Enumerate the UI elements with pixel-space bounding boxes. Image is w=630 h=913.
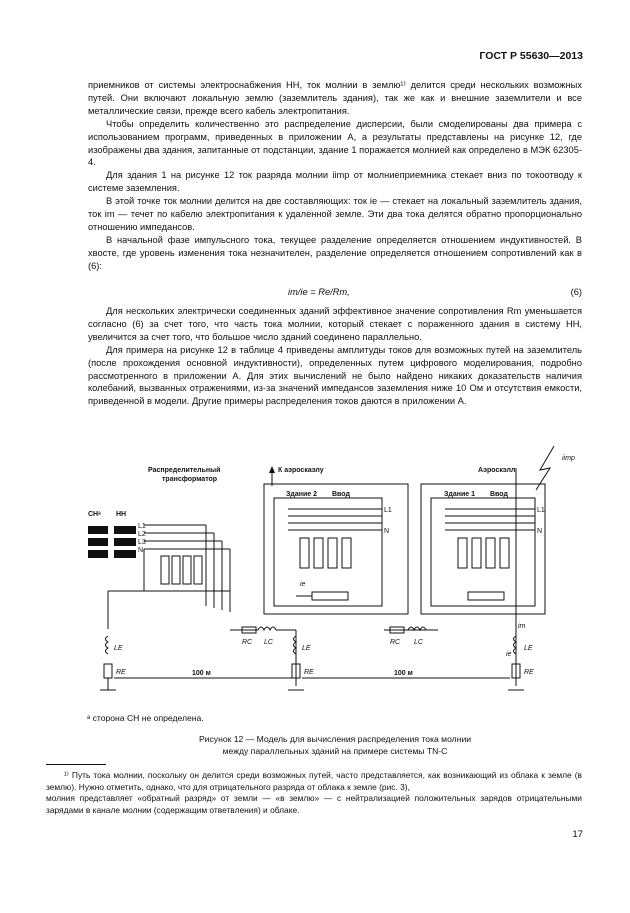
ie-label: ie bbox=[506, 651, 512, 658]
lc-label: LC bbox=[264, 639, 273, 646]
to-aerosky-label: К аэроскаэлу bbox=[278, 467, 324, 474]
building-1-label: Здание 1 bbox=[444, 491, 475, 498]
spd-box bbox=[500, 538, 509, 568]
spd-box bbox=[486, 538, 495, 568]
building-1-outer bbox=[421, 484, 545, 614]
ch-block bbox=[88, 526, 108, 534]
building-2-vvod: Ввод bbox=[332, 491, 350, 498]
caption-line: между параллельных зданий на примере системы TN-C bbox=[222, 746, 448, 756]
paragraph: В начальной фазе импульсного тока, текущее разделение определяется отношением индуктивностей. В хвосте, где уровень изменения тока незначителен, разделение определяется отношением сопротивлений как в (6): bbox=[88, 234, 582, 271]
ch-label: СНᵃ bbox=[88, 511, 101, 518]
iimp-label: iimp bbox=[562, 455, 575, 462]
re-resistor bbox=[104, 664, 112, 678]
footnote bbox=[46, 770, 582, 816]
n-label: N bbox=[138, 547, 144, 554]
spd-box bbox=[300, 538, 309, 568]
nn-block bbox=[114, 550, 136, 558]
n-label: N bbox=[537, 528, 543, 535]
spd-box bbox=[172, 556, 180, 584]
ch-block bbox=[88, 538, 108, 546]
transformer-label-2: трансформатор bbox=[162, 476, 218, 483]
l2-label: L2 bbox=[138, 531, 146, 538]
spd-box bbox=[161, 556, 169, 584]
distance-label: 100 м bbox=[394, 670, 413, 677]
l1-label: L1 bbox=[384, 507, 392, 514]
lc-label: LC bbox=[414, 639, 423, 646]
spd-box bbox=[314, 538, 323, 568]
building-1-inner bbox=[431, 498, 535, 606]
le-label: LE bbox=[524, 645, 533, 652]
spd-box bbox=[472, 538, 481, 568]
spd-box bbox=[183, 556, 191, 584]
spd-box bbox=[458, 538, 467, 568]
body-text-1 bbox=[88, 79, 582, 273]
building-2-label: Здание 2 bbox=[286, 491, 317, 498]
spd-box bbox=[194, 556, 202, 584]
figure-note: ᵃ сторона СН не определена. bbox=[87, 713, 204, 723]
spd-box bbox=[328, 538, 337, 568]
re-label: RE bbox=[524, 669, 534, 676]
le-label: LE bbox=[114, 645, 123, 652]
formula: im/ie = Re/Rm, bbox=[288, 287, 350, 297]
nn-block bbox=[114, 538, 136, 546]
nn-block bbox=[114, 526, 136, 534]
im-label: im bbox=[518, 623, 526, 630]
lightning-icon bbox=[536, 446, 554, 490]
ch-block bbox=[88, 550, 108, 558]
ground-bar bbox=[468, 592, 504, 600]
distance-label: 100 м bbox=[192, 670, 211, 677]
re-label: RE bbox=[304, 669, 314, 676]
paragraph: Для примера на рисунке 12 в таблице 4 приведены амплитуды токов для возможных путей на заземлитель (после прохождения основной индуктивности), определенных путем цифрового моделирования, подробно рассмотренного в приложении А. Для этих вычислений не было найдено никаких доказательств наличия колебаний, вызванных отражениями, из-за значений импедансов заземления ниже 10 Ом и отсутствия емкости, приведенной в модели. Другие примеры распределения токов даются в приложении А. bbox=[88, 344, 582, 407]
ground-bar bbox=[312, 592, 348, 600]
transformer-label-1: Распределительный bbox=[148, 467, 221, 474]
paragraph: Для нескольких электрически соединенных зданий эффективное значение сопротивления Rm уменьшается согласно (6) за счет того, что часть тока молнии, который стекает с пораженного здания в систему НН, увеличится за счет того, что большое число зданий соединено параллельно. bbox=[88, 306, 582, 342]
paragraph: В этой точке ток молнии делится на две составляющих: ток iе — стекает на локальный заземлитель здания, ток im — течет по кабелю электропитания к удаленной земле. Эти два тока делятся обратно пропорционально отношению импедансов. bbox=[88, 196, 582, 232]
rc-label: RC bbox=[390, 639, 401, 646]
ie-label: ie bbox=[300, 581, 306, 588]
caption-line: Рисунок 12 — Модель для вычисления распределения тока молнии bbox=[198, 734, 472, 744]
aerosky-label: Аэроскэлл bbox=[478, 467, 516, 474]
nn-label: НН bbox=[116, 511, 127, 518]
paragraph: приемников от системы электроснабжения НН, ток молнии в землю¹⁾ делится среди нескольких возможных путей. Они включают локальную землю (заземлитель здания), так же как и внешние заземлители и все металлические связи, прежде всего кабель электропитания. bbox=[88, 80, 582, 116]
rc-label: RC bbox=[242, 639, 253, 646]
l3-label: L3 bbox=[138, 539, 146, 546]
building-1-vvod: Ввод bbox=[490, 491, 508, 498]
le-label: LE bbox=[302, 645, 311, 652]
paragraph: Чтобы определить количественно это распределение дисперсии, были смоделированы два примера с использованием программ, приведенных в приложении А, а результаты представлены на рисунке 12, где изображены два здания, запитанные от подстанции, здание 1 поражается молнией как определено в МЭК 62305-4. bbox=[88, 118, 582, 168]
re-label: RE bbox=[116, 669, 126, 676]
page-number: 17 bbox=[572, 829, 583, 840]
paragraph: Для здания 1 на рисунке 12 ток разряда молнии iimp от молниеприемника стекает вниз по токоотводу к системе заземления. bbox=[88, 170, 582, 194]
figure-12-diagram bbox=[88, 446, 582, 708]
figure-caption bbox=[88, 733, 582, 757]
building-2-outer bbox=[264, 484, 408, 614]
standard-header: ГОСТ Р 55630—2013 bbox=[479, 50, 583, 62]
n-label: N bbox=[384, 528, 390, 535]
spd-box bbox=[342, 538, 351, 568]
footnote-text: ¹⁾ Путь тока молнии, поскольку он делится среди возможных путей, часто представляется, как возникающий из облака к земле (в землю). Нужно отметить, однако, что для отрицательного разряда от облака к земле (рис. 3), bbox=[46, 770, 582, 792]
formula-number: (6) bbox=[570, 287, 582, 297]
l1-label: L1 bbox=[138, 523, 146, 530]
footnote-divider bbox=[46, 764, 106, 765]
body-text-2 bbox=[88, 305, 582, 408]
l1-label: L1 bbox=[537, 507, 545, 514]
footnote-text: молния представляет «обратный разряд» от земли — «в землю» — с нейтрализацией положительных зарядов отрицательными зарядами в канале молнии (содержащим ответвления) и облаке. bbox=[46, 793, 582, 815]
